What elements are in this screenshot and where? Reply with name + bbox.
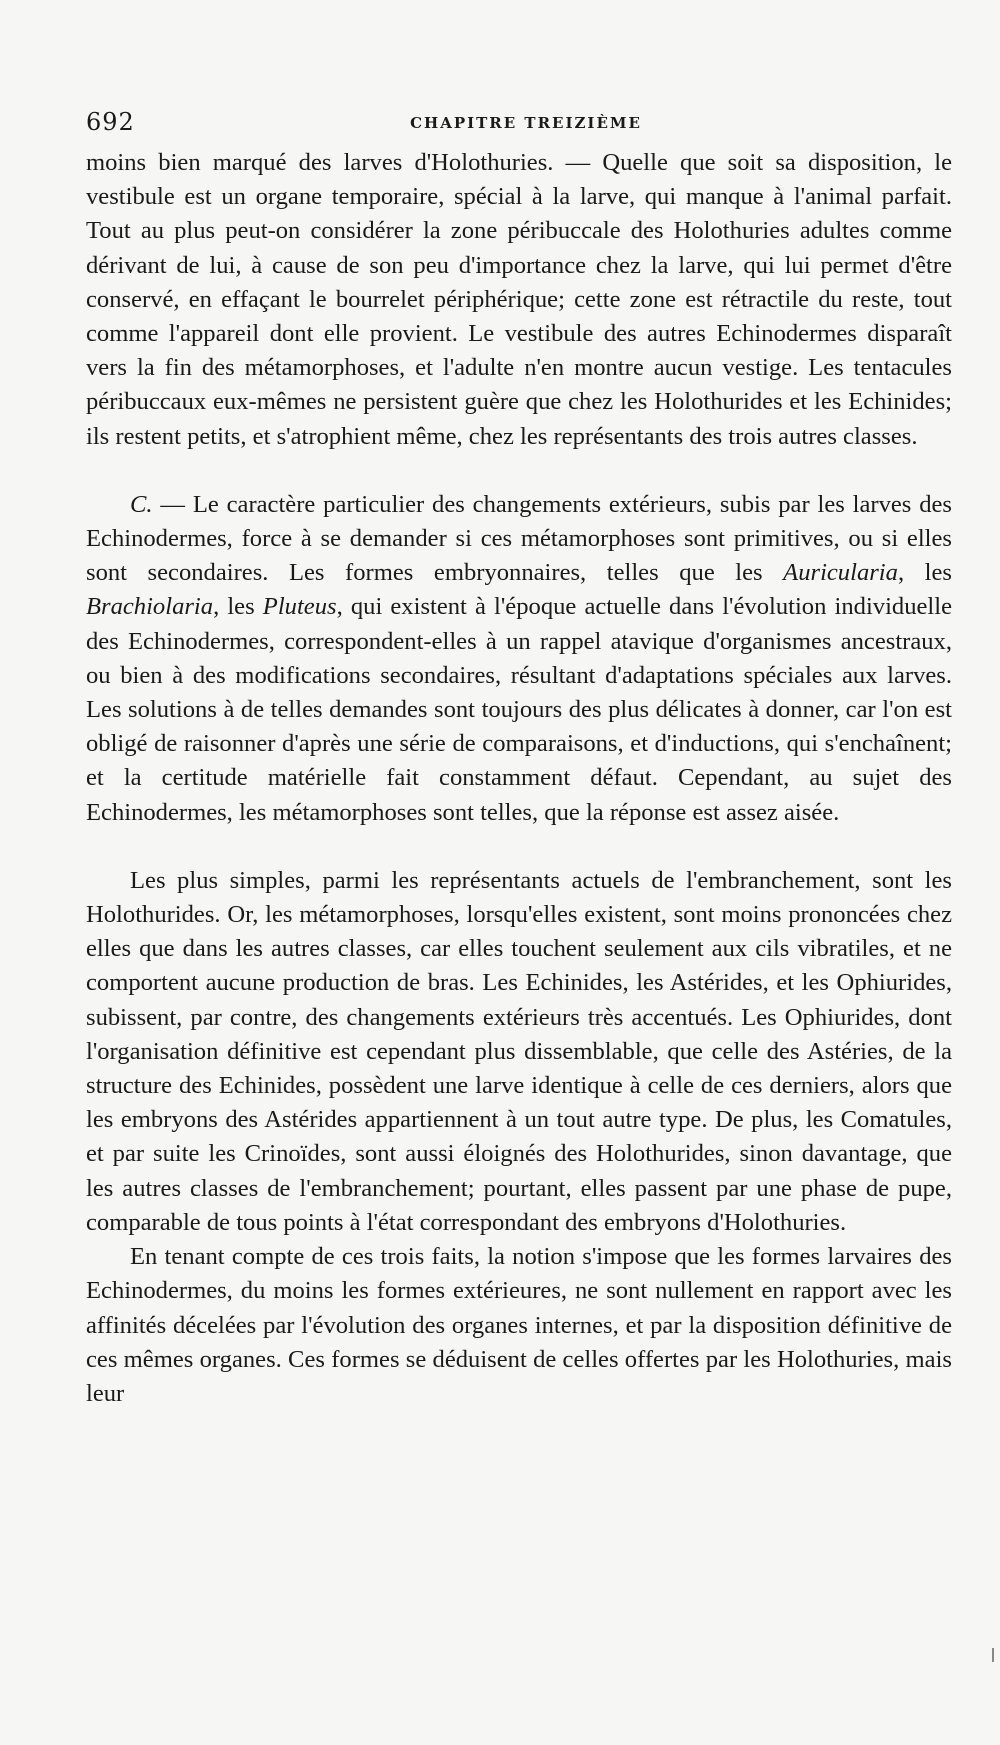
page-number: 692	[86, 108, 135, 136]
running-head: CHAPITRE TREIZIÈME	[410, 114, 642, 132]
paragraph-conclusion	[86, 1240, 952, 1411]
section-letter: C.	[130, 490, 153, 518]
page-header	[86, 108, 966, 138]
paragraph-text: Les plus simples, parmi les représentants actuels de l'embranchement, sont les Holothurides. Or, les métamorphoses, lorsqu'elles existent, sont moins prononcées chez elles que dans les autres classes, car elles touchent seulement aux cils vibratiles, et ne comportent aucune production de bras. Les Echinides, les Astérides, et les Ophiurides, subissent, par contre, des changements extérieurs très accentués. Les Ophiurides, dont l'organisation définitive est cependant plus dissemblable, que celle des Astéries, de la structure des Echinides, possèdent une larve identique à celle de ces derniers, alors que les embryons des Astérides appartiennent à un tout autre type. De plus, les Comatules, et par suite les Crinoïdes, sont aussi éloignés des Holothurides, sinon davantage, que les autres classes de l'embranchement; pourtant, elles passent par une phase de pupe, comparable de tous points à l'état correspondant des embryons d'Holothuries.	[86, 866, 952, 1236]
paragraph-text: , les	[213, 593, 263, 621]
paragraph-section-c	[86, 488, 952, 830]
paragraph-text: , qui existent à l'époque actuelle dans l'évolution individuelle des Echinodermes, correspondent-elles à un rappel atavique d'organismes ancestraux, ou bien à des modifications secondaires, résultant d'adaptations spéciales aux larves. Les solutions à de telles demandes sont toujours des plus délicates à donner, car l'on est obligé de raisonner d'après une série de comparaisons, et d'inductions, qui s'enchaînent; et la certitude matérielle fait constamment défaut. Cependant, au sujet des Echinodermes, les métamorphoses sont telles, que la réponse est assez aisée.	[86, 593, 952, 826]
paragraph-text: moins bien marqué des larves d'Holothuries. — Quelle que soit sa disposition, le vestibule est un organe temporaire, spécial à la larve, qui manque à l'animal parfait. Tout au plus peut-on considérer la zone péribuccale des Holothuries adultes comme dérivant de lui, à cause de son peu d'importance chez la larve, qui lui permet d'être conservé, en effaçant le bourrelet périphérique; cette zone est rétractile du reste, tout comme l'appareil dont elle provient. Le vestibule des autres Echinodermes disparaît vers la fin des métamorphoses, et l'adulte n'en montre aucun vestige. Les tentacules péribuccaux eux-mêmes ne persistent guère que chez les Holothurides et les Echinides; ils restent petits, et s'atrophient même, chez les représentants des trois autres classes.	[86, 149, 952, 450]
paragraph-vestibule	[86, 146, 952, 454]
paragraph-text: , les	[897, 559, 952, 587]
paragraph-text: — Le caractère particulier des changements extérieurs, subis par les larves des Echinodermes, force à se demander si ces métamorphoses sont primitives, ou si elles sont secondaires. Les formes embryonnaires, telles que les	[86, 490, 952, 587]
taxon-name: Auricularia	[783, 559, 898, 587]
body-text	[86, 146, 952, 1411]
paragraph-holothurides	[86, 864, 952, 1240]
taxon-name: Pluteus	[262, 593, 337, 621]
paragraph-text: En tenant compte de ces trois faits, la notion s'impose que les formes larvaires des Echinodermes, du moins les formes extérieures, ne sont nullement en rapport avec les affinités décelées par l'évolution des organes internes, et par la disposition définitive de ces mêmes organes. Ces formes se déduisent de celles offertes par les Holothuries, mais leur	[86, 1243, 952, 1407]
margin-mark	[992, 1648, 994, 1662]
taxon-name: Brachiolaria	[86, 593, 214, 621]
